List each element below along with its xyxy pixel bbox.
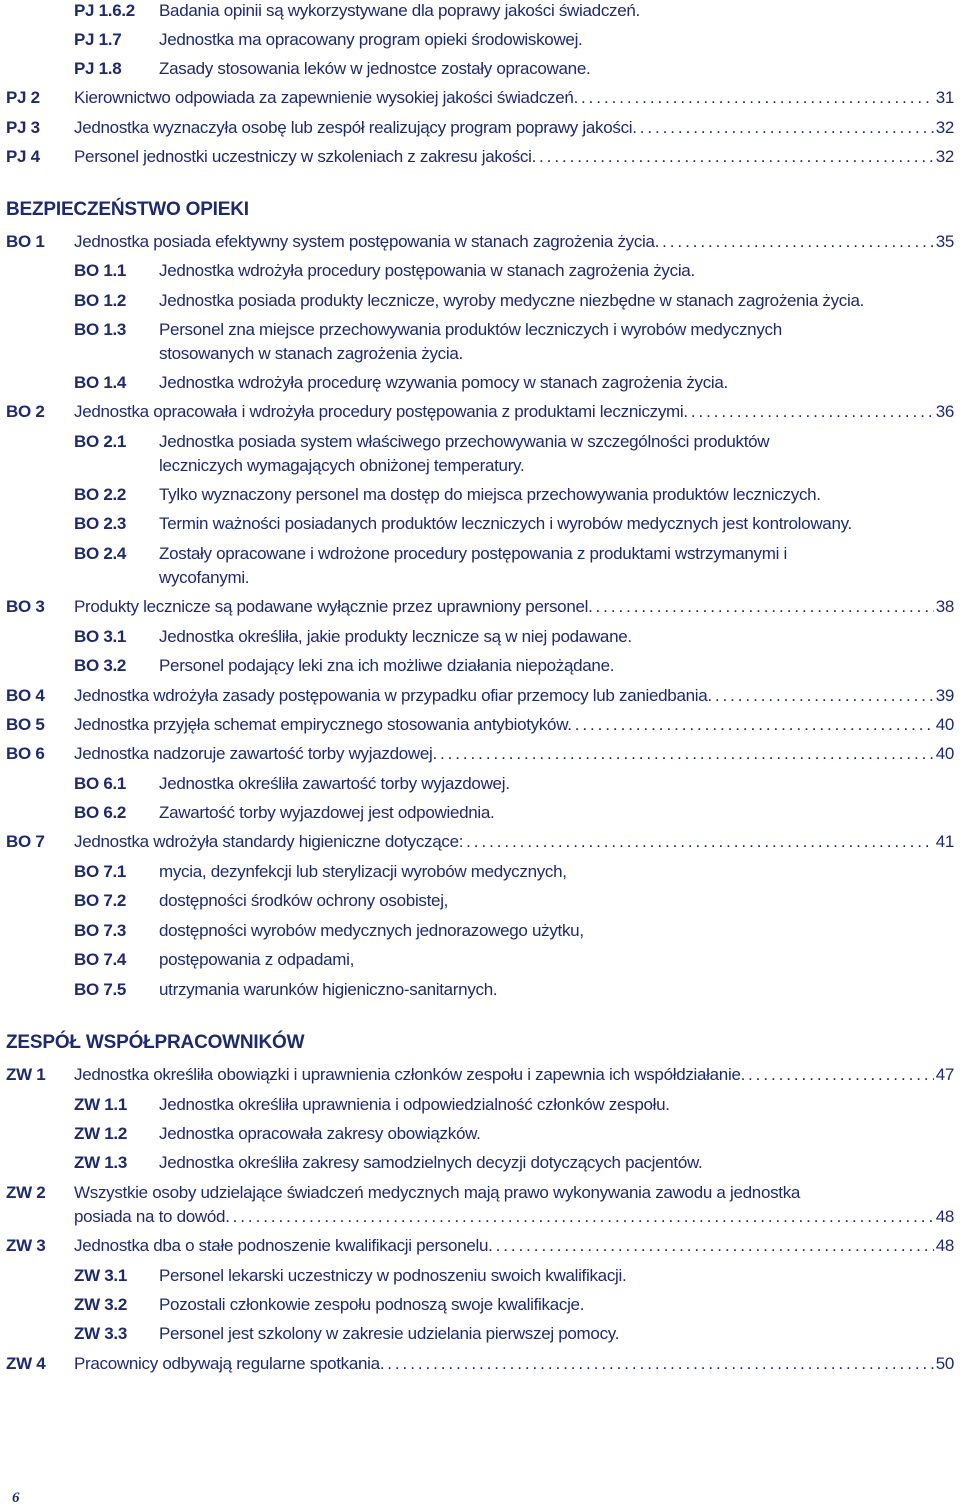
entry-code: BO 7.4: [74, 950, 127, 969]
entry-text-line1: Wszystkie osoby udzielające świadczeń medycznych mają prawo wykonywania zawodu a jednostka: [74, 1183, 801, 1202]
page-ref: 41: [935, 832, 954, 851]
page-ref: 38: [935, 597, 954, 616]
entry-code: BO 7.5: [74, 980, 127, 999]
entry-text: Zostały opracowane i wdrożone procedury postępowania z produktami wstrzymanymi i wycofanymi.: [159, 544, 787, 587]
entry-text: Jednostka wdrożyła standardy higieniczne dotyczące:: [74, 832, 464, 851]
entry-code: BO 7.2: [74, 891, 127, 910]
entry-text: Personel podający leki zna ich możliwe działania niepożądane.: [159, 656, 615, 675]
entry-text: Jednostka ma opracowany program opieki środowiskowej.: [159, 30, 583, 49]
entry-text: Jednostka określiła obowiązki i uprawnienia członków zespołu i zapewnia ich współdziałanie.: [74, 1065, 746, 1084]
entry-code: BO 2.2: [74, 485, 127, 504]
entry-code: BO 2.4: [74, 544, 127, 563]
page-ref: 40: [935, 715, 954, 734]
page-number: 6: [12, 1490, 20, 1506]
entry-code: ZW 3.2: [74, 1295, 127, 1314]
entry-code: ZW 1: [6, 1065, 46, 1084]
entry-code: BO 7.1: [74, 862, 127, 881]
page-ref: 50: [935, 1354, 954, 1373]
entry-text: Jednostka wdrożyła zasady postępowania w przypadku ofiar przemocy lub zaniedbania.: [74, 686, 712, 705]
page-ref: 36: [935, 402, 954, 421]
entry-code: ZW 4: [6, 1354, 46, 1373]
entry-code: ZW 1.2: [74, 1124, 127, 1143]
entry-text: Jednostka wdrożyła procedurę wzywania pomocy w stanach zagrożenia życia.: [159, 373, 728, 392]
entry-text: Pozostali członkowie zespołu podnoszą swoje kwalifikacje.: [159, 1295, 585, 1314]
entry-code: ZW 3: [6, 1236, 46, 1255]
entry-code: PJ 1.8: [74, 59, 122, 78]
page-ref: 35: [935, 232, 954, 251]
entry-code: ZW 1.3: [74, 1153, 127, 1172]
entry-code: BO 4: [6, 686, 45, 705]
entry-code: BO 7: [6, 832, 45, 851]
page-ref: 48: [935, 1207, 954, 1226]
entry-text: Personel jest szkolony w zakresie udzielania pierwszej pomocy.: [159, 1324, 620, 1343]
entry-code: BO 1.2: [74, 291, 127, 310]
entry-code: BO 2.1: [74, 432, 127, 451]
entry-text: Jednostka posiada efektywny system postępowania w stanach zagrożenia życia.: [74, 232, 660, 251]
page-ref: 32: [935, 118, 954, 137]
entry-text: Jednostka opracowała zakresy obowiązków.: [159, 1124, 481, 1143]
page-ref: 32: [935, 147, 954, 166]
entry-text: postępowania z odpadami,: [159, 950, 355, 969]
entry-code: BO 2: [6, 402, 45, 421]
entry-code: BO 1.4: [74, 373, 127, 392]
entry-text: Zawartość torby wyjazdowej jest odpowiednia.: [159, 803, 495, 822]
page-ref: 39: [935, 686, 954, 705]
page-ref: 48: [935, 1236, 954, 1255]
entry-text: Zasady stosowania leków w jednostce zostały opracowane.: [159, 59, 591, 78]
entry-text: Jednostka dba o stałe podnoszenie kwalifikacji personelu.: [74, 1236, 493, 1255]
entry-text: Jednostka określiła uprawnienia i odpowiedzialność członków zespołu.: [159, 1095, 670, 1114]
entry-code: ZW 1.1: [74, 1095, 127, 1114]
entry-code: BO 7.3: [74, 921, 127, 940]
entry-code: BO 1.1: [74, 261, 127, 280]
entry-text: mycia, dezynfekcji lub sterylizacji wyrobów medycznych,: [159, 862, 567, 881]
page-ref: 40: [935, 744, 954, 763]
entry-text: Personel jednostki uczestniczy w szkoleniach z zakresu jakości.: [74, 147, 537, 166]
entry-code: PJ 1.7: [74, 30, 122, 49]
entry-code: BO 3.2: [74, 656, 127, 675]
entry-text: dostępności środków ochrony osobistej,: [159, 891, 449, 910]
entry-text: Kierownictwo odpowiada za zapewnienie wysokiej jakości świadczeń.: [74, 88, 578, 107]
entry-code: BO 1.3: [74, 320, 127, 339]
entry-code: ZW 3.3: [74, 1324, 127, 1343]
entry-text: dostępności wyrobów medycznych jednorazowego użytku,: [159, 921, 584, 940]
page-ref: 31: [935, 88, 954, 107]
entry-code: ZW 3.1: [74, 1266, 127, 1285]
entry-code: PJ 4: [6, 147, 40, 166]
page-ref: 47: [935, 1065, 954, 1084]
entry-text: Jednostka posiada system właściwego przechowywania w szczególności produktów leczniczych wymagających obniżonej temperatury.: [159, 432, 770, 475]
entry-text: Produkty lecznicze są podawane wyłącznie przez uprawniony personel.: [74, 597, 593, 616]
entry-code: BO 6.2: [74, 803, 127, 822]
entry-text: Jednostka określiła zawartość torby wyjazdowej.: [159, 774, 510, 793]
section-heading: ZESPÓŁ WSPÓŁPRACOWNIKÓW: [6, 1032, 305, 1053]
entry-code: PJ 2: [6, 88, 40, 107]
entry-text: Termin ważności posiadanych produktów leczniczych i wyrobów medycznych jest kontrolowany.: [159, 514, 852, 533]
entry-text: Pracownicy odbywają regularne spotkania.: [74, 1354, 385, 1373]
entry-text: Personel lekarski uczestniczy w podnoszeniu swoich kwalifikacji.: [159, 1266, 627, 1285]
entry-text: Jednostka przyjęła schemat empirycznego stosowania antybiotyków.: [74, 715, 572, 734]
entry-code: ZW 2: [6, 1183, 46, 1202]
entry-code: BO 6: [6, 744, 45, 763]
entry-text: Tylko wyznaczony personel ma dostęp do miejsca przechowywania produktów leczniczych.: [159, 485, 821, 504]
entry-text: Jednostka opracowała i wdrożyła procedury postępowania z produktami leczniczymi.: [74, 402, 688, 421]
entry-code: BO 3: [6, 597, 45, 616]
entry-text: Badania opinii są wykorzystywane dla poprawy jakości świadczeń.: [159, 1, 640, 20]
entry-text: posiada na to dowód.: [74, 1207, 230, 1226]
entry-code: BO 1: [6, 232, 45, 251]
entry-text: Personel zna miejsce przechowywania produktów leczniczych i wyrobów medycznych stosowanych w stanach zagrożenia życia.: [159, 320, 782, 363]
entry-text: Jednostka określiła zakresy samodzielnych decyzji dotyczących pacjentów.: [159, 1153, 703, 1172]
section-heading: BEZPIECZEŃSTWO OPIEKI: [6, 199, 249, 220]
entry-text: Jednostka wdrożyła procedury postępowania w stanach zagrożenia życia.: [159, 261, 695, 280]
entry-text: Jednostka określiła, jakie produkty lecznicze są w niej podawane.: [159, 627, 632, 646]
entry-code: BO 2.3: [74, 514, 127, 533]
entry-text: utrzymania warunków higieniczno-sanitarnych.: [159, 980, 498, 999]
entry-text: Jednostka posiada produkty lecznicze, wyroby medyczne niezbędne w stanach zagrożenia życia.: [159, 291, 865, 310]
entry-code: BO 6.1: [74, 774, 127, 793]
entry-text: Jednostka wyznaczyła osobę lub zespół realizujący program poprawy jakości.: [74, 118, 637, 137]
entry-code: BO 5: [6, 715, 45, 734]
entry-code: PJ 3: [6, 118, 40, 137]
entry-code: PJ 1.6.2: [74, 1, 135, 20]
entry-code: BO 3.1: [74, 627, 127, 646]
entry-text: Jednostka nadzoruje zawartość torby wyjazdowej.: [74, 744, 437, 763]
